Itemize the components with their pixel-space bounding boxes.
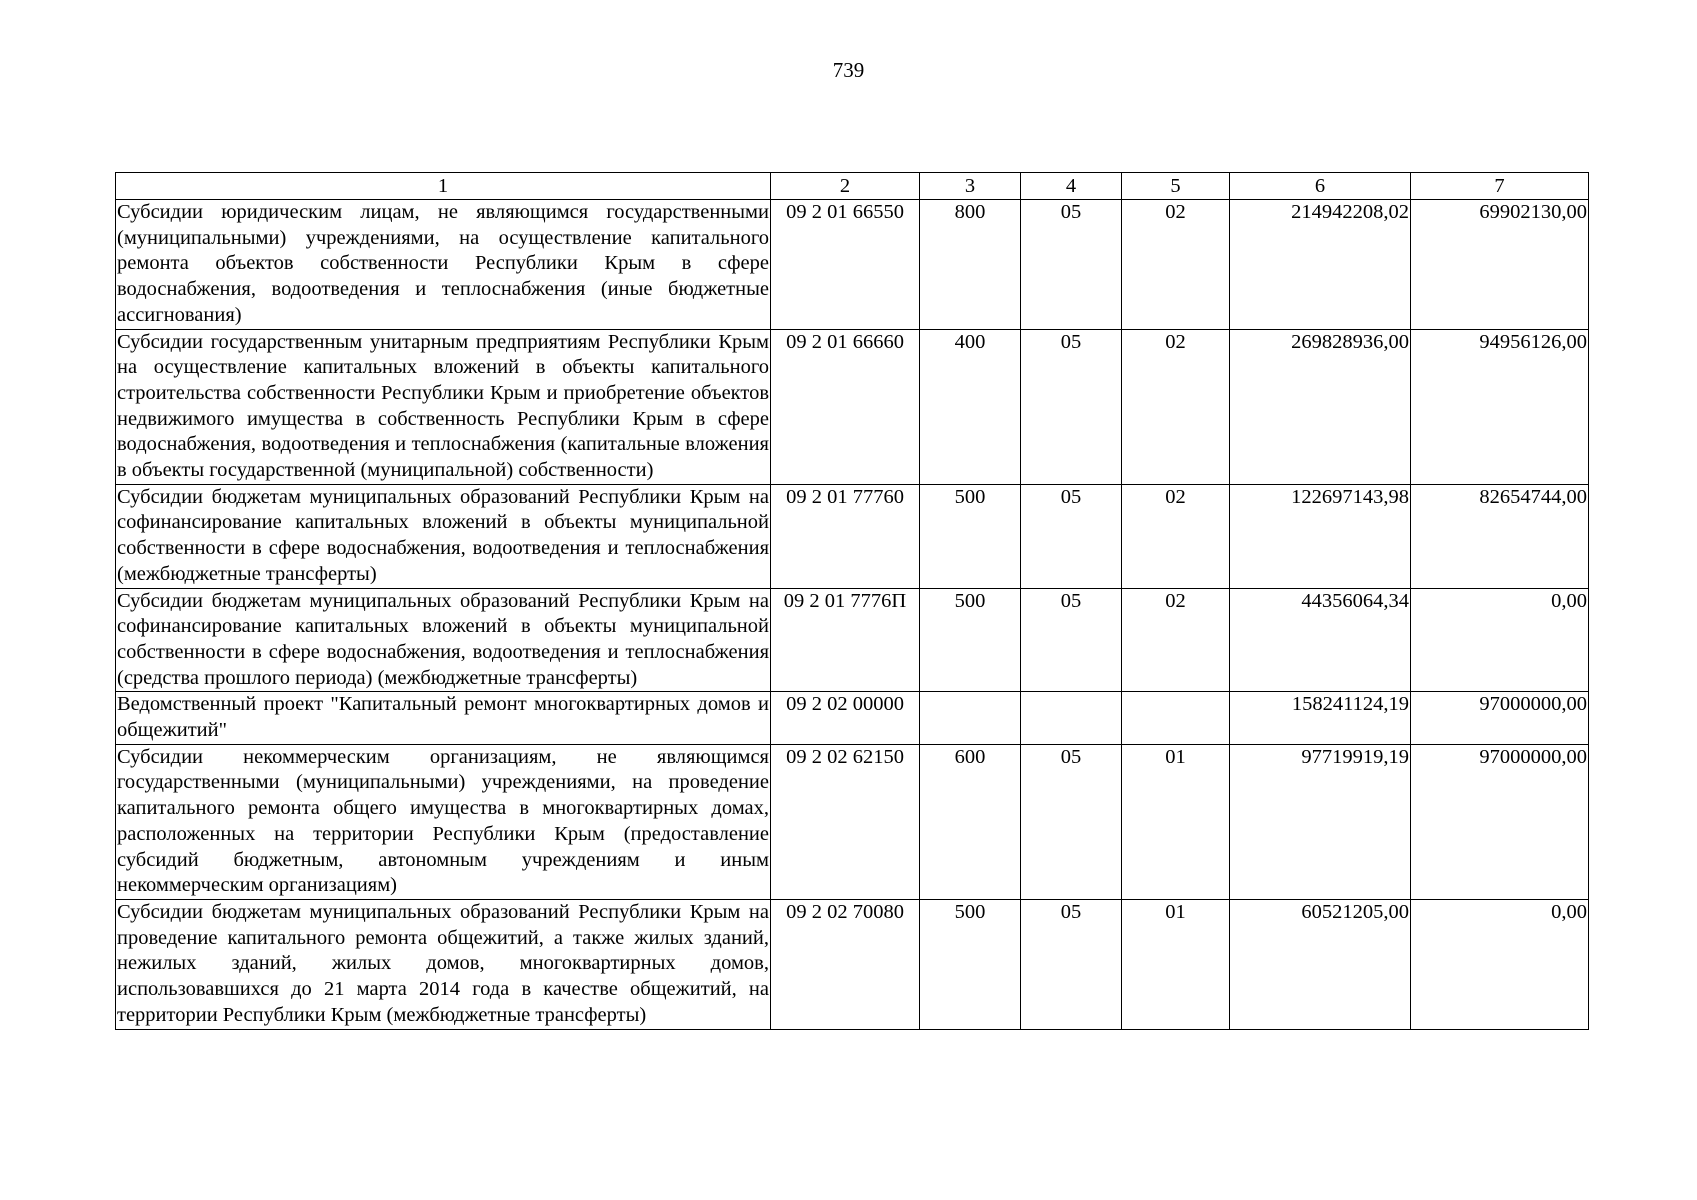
row-amount-7: 0,00 bbox=[1411, 899, 1589, 1029]
row-col4: 05 bbox=[1021, 744, 1122, 899]
row-code: 09 2 01 7776П bbox=[771, 588, 920, 692]
row-name: Ведомственный проект "Капитальный ремонт многоквартирных домов и общежитий" bbox=[116, 692, 771, 744]
row-col5 bbox=[1122, 692, 1230, 744]
row-code: 09 2 01 66550 bbox=[771, 200, 920, 330]
header-cell: 5 bbox=[1122, 173, 1230, 200]
row-name: Субсидии некоммерческим организациям, не являющимся государственными (муниципальными) учреждениями, на проведение капитального ремонта общего имущества в многоквартирных домах, расположенных на территории Республики Крым (предоставление субсидий бюджетным, автономным учреждениям и иным некоммерческим организациям) bbox=[116, 744, 771, 899]
row-col5: 02 bbox=[1122, 200, 1230, 330]
row-amount-6: 158241124,19 bbox=[1230, 692, 1411, 744]
row-col3: 500 bbox=[920, 899, 1021, 1029]
row-col5: 02 bbox=[1122, 329, 1230, 484]
row-col5: 02 bbox=[1122, 588, 1230, 692]
row-col5: 01 bbox=[1122, 744, 1230, 899]
header-cell: 4 bbox=[1021, 173, 1122, 200]
header-cell: 2 bbox=[771, 173, 920, 200]
row-amount-6: 60521205,00 bbox=[1230, 899, 1411, 1029]
row-col4: 05 bbox=[1021, 329, 1122, 484]
budget-table bbox=[115, 172, 1589, 1030]
row-amount-7: 82654744,00 bbox=[1411, 484, 1589, 588]
row-amount-6: 97719919,19 bbox=[1230, 744, 1411, 899]
row-amount-7: 69902130,00 bbox=[1411, 200, 1589, 330]
row-col4: 05 bbox=[1021, 484, 1122, 588]
row-col3 bbox=[920, 692, 1021, 744]
row-col3: 500 bbox=[920, 484, 1021, 588]
table-row bbox=[116, 588, 1589, 692]
header-row bbox=[116, 173, 1589, 200]
row-name: Субсидии государственным унитарным предприятиям Республики Крым на осуществление капитальных вложений в объекты капитального строительства собственности Республики Крым и приобретение объектов недвижимого имущества в собственность Республики Крым в сфере водоснабжения, водоотведения и теплоснабжения (капитальные вложения в объекты государственной (муниципальной) собственности) bbox=[116, 329, 771, 484]
row-col3: 600 bbox=[920, 744, 1021, 899]
row-amount-6: 269828936,00 bbox=[1230, 329, 1411, 484]
row-code: 09 2 02 00000 bbox=[771, 692, 920, 744]
table-row bbox=[116, 329, 1589, 484]
row-col3: 800 bbox=[920, 200, 1021, 330]
row-col4 bbox=[1021, 692, 1122, 744]
row-col3: 400 bbox=[920, 329, 1021, 484]
row-name: Субсидии юридическим лицам, не являющимся государственными (муниципальными) учреждениями, на осуществление капитального ремонта объектов собственности Республики Крым в сфере водоснабжения, водоотведения и теплоснабжения (иные бюджетные ассигнования) bbox=[116, 200, 771, 330]
table-row bbox=[116, 899, 1589, 1029]
table-row bbox=[116, 744, 1589, 899]
row-code: 09 2 01 66660 bbox=[771, 329, 920, 484]
row-amount-6: 214942208,02 bbox=[1230, 200, 1411, 330]
header-cell: 1 bbox=[116, 173, 771, 200]
row-amount-7: 97000000,00 bbox=[1411, 692, 1589, 744]
row-amount-6: 122697143,98 bbox=[1230, 484, 1411, 588]
row-col5: 02 bbox=[1122, 484, 1230, 588]
row-col4: 05 bbox=[1021, 588, 1122, 692]
row-code: 09 2 02 62150 bbox=[771, 744, 920, 899]
row-amount-7: 94956126,00 bbox=[1411, 329, 1589, 484]
row-col3: 500 bbox=[920, 588, 1021, 692]
header-cell: 6 bbox=[1230, 173, 1411, 200]
row-code: 09 2 02 70080 bbox=[771, 899, 920, 1029]
row-col4: 05 bbox=[1021, 200, 1122, 330]
row-name: Субсидии бюджетам муниципальных образований Республики Крым на проведение капитального ремонта общежитий, а также жилых зданий, нежилых зданий, жилых домов, многоквартирных домов, использовавшихся до 21 марта 2014 года в качестве общежитий, на территории Республики Крым (межбюджетные трансферты) bbox=[116, 899, 771, 1029]
row-amount-6: 44356064,34 bbox=[1230, 588, 1411, 692]
row-name: Субсидии бюджетам муниципальных образований Республики Крым на софинансирование капитальных вложений в объекты муниципальной собственности в сфере водоснабжения, водоотведения и теплоснабжения (межбюджетные трансферты) bbox=[116, 484, 771, 588]
table-row bbox=[116, 692, 1589, 744]
row-code: 09 2 01 77760 bbox=[771, 484, 920, 588]
table-row bbox=[116, 200, 1589, 330]
row-col4: 05 bbox=[1021, 899, 1122, 1029]
header-cell: 7 bbox=[1411, 173, 1589, 200]
table-row bbox=[116, 484, 1589, 588]
page-number: 739 bbox=[832, 58, 865, 82]
header-cell: 3 bbox=[920, 173, 1021, 200]
row-col5: 01 bbox=[1122, 899, 1230, 1029]
row-amount-7: 0,00 bbox=[1411, 588, 1589, 692]
row-amount-7: 97000000,00 bbox=[1411, 744, 1589, 899]
row-name: Субсидии бюджетам муниципальных образований Республики Крым на софинансирование капитальных вложений в объекты муниципальной собственности в сфере водоснабжения, водоотведения и теплоснабжения (средства прошлого периода) (межбюджетные трансферты) bbox=[116, 588, 771, 692]
